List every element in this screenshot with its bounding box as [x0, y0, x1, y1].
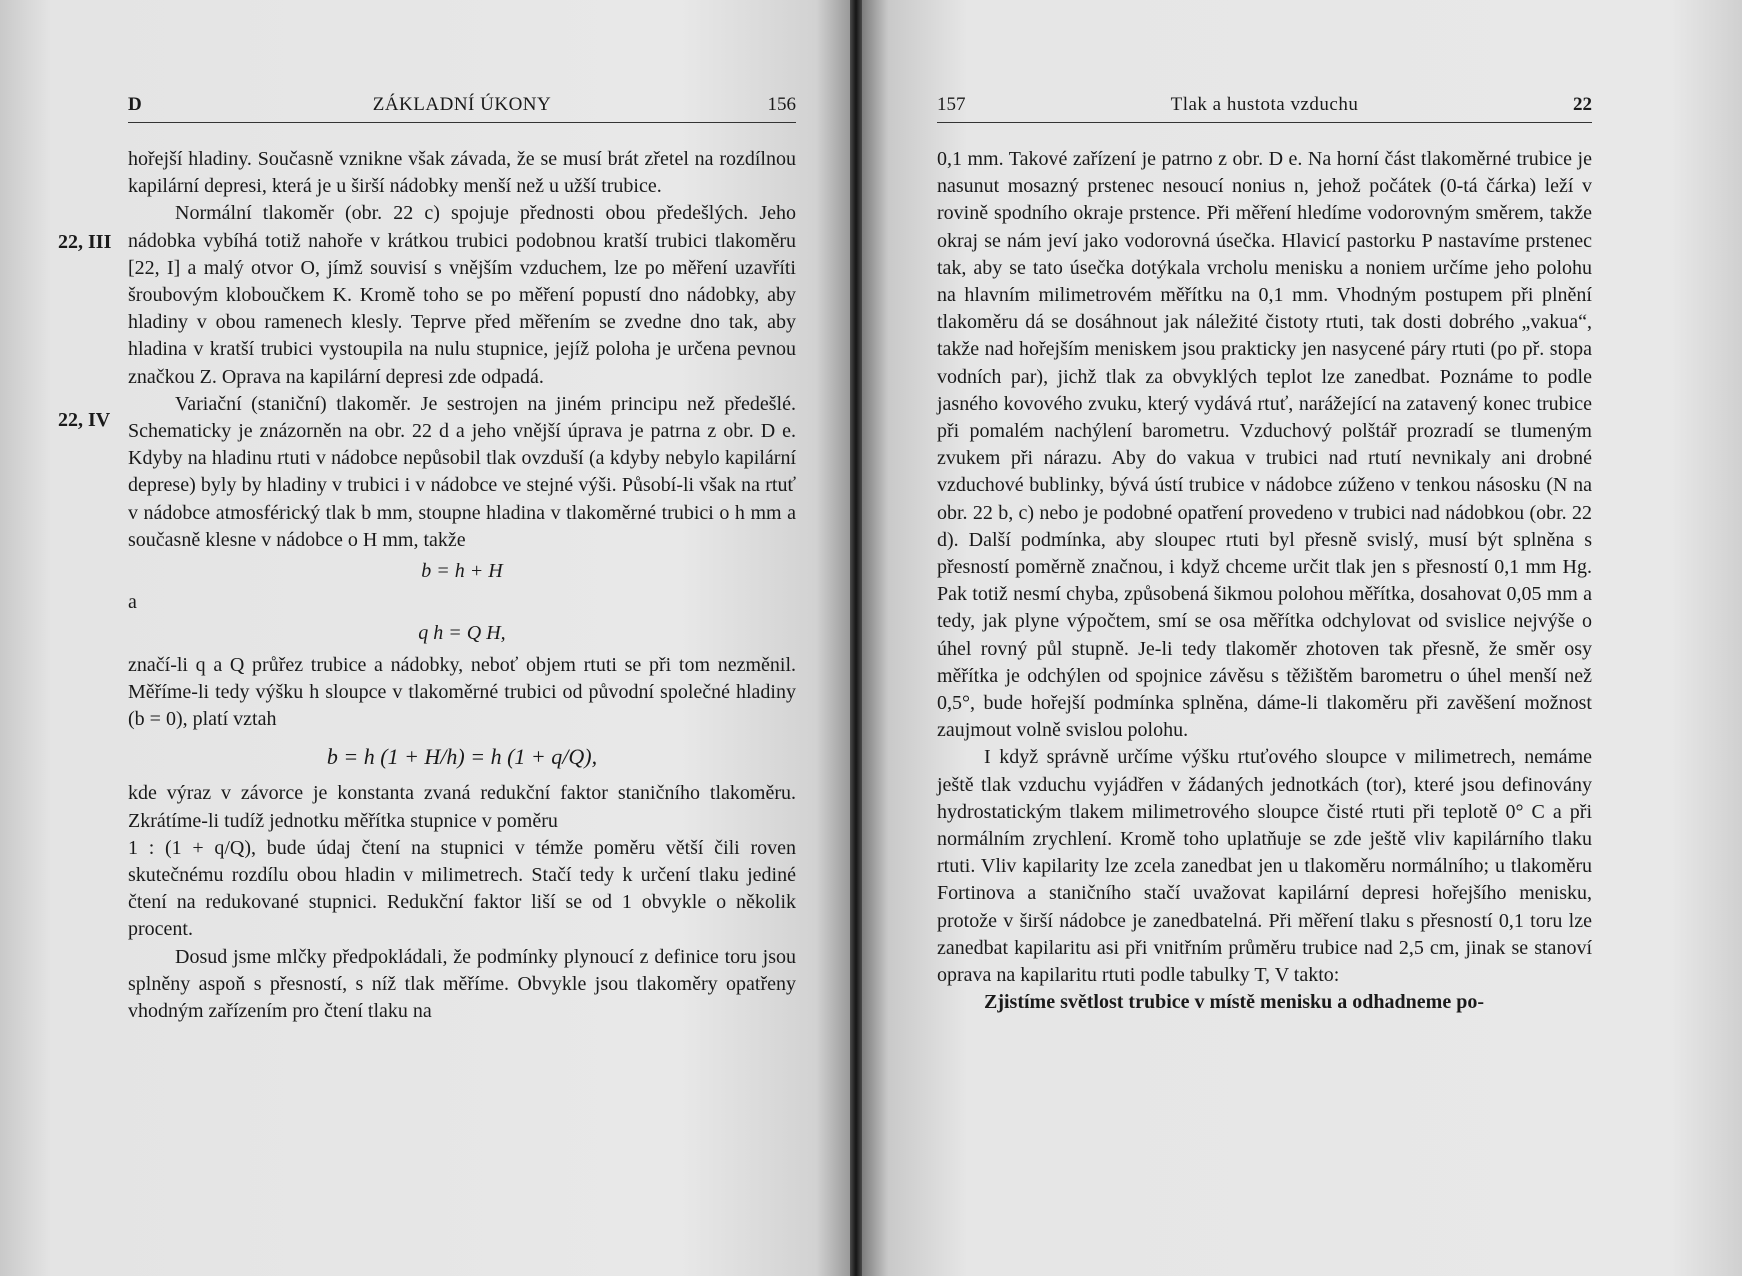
- paragraph: značí-li q a Q průřez trubice a nádobky, neboť objem rtuti se při tom nezměnil. Měříme-li tedy výšku h sloupce v tlakoměrné trubici od původní společné hladiny (b = 0), platí vztah: [128, 653, 796, 731]
- left-page: [0, 0, 850, 1276]
- paragraph: Dosud jsme mlčky předpokládali, že podmínky plynoucí z definice toru jsou splněny aspoň s přesností, s níž tlak měříme. Obvykle jsou tlakoměry opatřeny vhodným zařízením pro čtení tlaku na: [128, 945, 796, 1023]
- paragraph: Variační (staniční) tlakoměr. Je sestrojen na jiném principu než předešlé. Schematicky je znázorněn na obr. 22 d a jeho vnější úprava je patrna z obr. D e. Kdyby na hladinu rtuti v nádobce nepůsobil tlak ovzduší (a kdyby nebylo kapilární deprese) byly by hladiny v trubici i v nádobce ve stejné výši. Působí-li však na rtuť v nádobce atmosférický tlak b mm, stoupne hladina v tlakoměrné trubici o h mm a současně klesne v nádobce o H mm, takže: [128, 392, 796, 551]
- formula-label: a: [128, 591, 137, 614]
- right-running-header: [937, 92, 1592, 123]
- paragraph: hořejší hladiny. Současně vznikne však závada, že se musí brát zřetel na rozdílnou kapilární depresi, která je u širší nádobky menší než u užší trubice.: [128, 148, 796, 198]
- section-number: 22: [1573, 94, 1592, 115]
- page-number: 156: [767, 94, 796, 115]
- formula: b = h + H: [421, 560, 503, 583]
- left-body-text: [128, 146, 796, 1025]
- paragraph: Zjistíme světlost trubice v místě menisku a odhadneme po-: [984, 991, 1484, 1014]
- paragraph: I když správně určíme výšku rtuťového sloupce v milimetrech, nemáme ještě tlak vzduchu vyjádřen v žádaných jednotkách (tor), které jsou definovány hydrostatickým tlakem milimetrového sloupce čisté rtuti při teplotě 0° C a při normálním zrychlení. Kromě toho uplatňuje se zde ještě vliv kapilárního tlaku rtuti. Vliv kapilarity lze zcela zanedbat jen u tlakoměru normálního; u tlakoměru Fortinova a staničního stačí uvažovat kapilární depresi hořejšího menisku, protože v širší nádobce je zanedbatelná. Při měření tlaku s přesností 0,1 toru lze zanedbat kapilaritu asi při vnitřním průměru trubice nad 2,5 cm, jinak se stanoví oprava na kapilaritu rtuti podle tabulky T, V takto:: [937, 746, 1592, 987]
- paragraph: Normální tlakoměr (obr. 22 c) spojuje přednosti obou předešlých. Jeho nádobka vybíhá totiž nahoře v krátkou trubici podobnou kratší trubici tlakoměru [22, I] a malý otvor O, jímž souvisí s vnějším vzduchem, lze po měření uzavříti šroubovým kloboučkem K. Kromě toho se po měření popustí dno nádobky, aby hladiny v obou ramenech klesly. Teprve před měřením se zvedne dno tak, aby hladina v kratší trubici vystoupila na nulu stupnice, jejíž poloha je určena pevnou značkou Z. Oprava na kapilární depresi zde odpadá.: [128, 202, 796, 388]
- right-page: [862, 0, 1742, 1276]
- formula: q h = Q H,: [418, 622, 506, 645]
- paragraph: 0,1 mm. Takové zařízení je patrno z obr. D e. Na horní část tlakoměrné trubice je nasunut mosazný prstenec nesoucí nonius n, jehož počátek (0-tá čárka) leží v rovině spodního okraje prstence. Při měření hledíme vodorovným směrem, takže okraj se nám jeví jako vodorovná úsečka. Hlavicí pastorku P nastavíme prstenec tak, aby se tato úsečka dotýkala vrcholu menisku a noniem určíme jeho polohu na hlavním milimetrovém měřítku na 0,1 mm. Vhodným postupem při plnění tlakoměru dá se dosáhnout jak náležité čistoty rtuti, tak dosti dobrého „vakua“, takže nad hořejším meniskem jsou prakticky jen nasycené páry rtuti (po př. stopa vodních par), jichž tlak za obvyklých teplot lze zanedbat. Poznáme to podle jasného kovového zvuku, který vydává rtuť, narážející na zatavený konec trubice při pomalém nachýlení barometru. Vzduchový polštář prozradí se tlumeným zvukem při nárazu. Aby do vakua v trubici nad rtutí nevnikaly ani drobné vzduchové bublinky, bývá ústí trubice v nádobce zúženo v tenkou násosku (N na obr. 22 b, c) nebo je podobné opatření provedeno v trubici nad nádobkou (obr. 22 d). Další podmínka, aby sloupec rtuti byl přesně svislý, musí být splněna s přesností poměrně značnou, i když chceme určit tlak jen s přesností 0,1 mm Hg. Pak totiž nesmí chyba, způsobená šikmou polohou měřítka, dosahovat 0,05 mm a tedy, jak plyne výpočtem, smí se osa měřítka odchylovat od svislice nejvýše o úhel rovný půl stupně. Je-li tedy tlakoměr zhotoven tak přesně, že směr osy měřítka je odchýlen od spojnice závěsu s těžištěm barometru o úhel menší než 0,5°, bude hořejší podmínka splněna, dáme-li tlakoměru při zavěšení možnost zaujmout volně svislou polohu.: [937, 148, 1592, 742]
- paragraph: 1 : (1 + q/Q), bude údaj čtení na stupnici v témže poměru větší čili roven skutečnému rozdílu obou hladin v milimetrech. Stačí tedy k určení tlaku jediné čtení na redukované stupnici. Redukční faktor liší se od 1 obvykle o několik procent.: [128, 836, 796, 941]
- right-body-text: [937, 146, 1592, 1017]
- page-number: 157: [937, 94, 966, 115]
- chapter-title: ZÁKLADNÍ ÚKONY: [372, 94, 552, 115]
- paragraph: kde výraz v závorce je konstanta zvaná redukční faktor staničního tlakoměru. Zkrátíme-li tudíž jednotku měřítka stupnice v poměru: [128, 782, 796, 832]
- formula: b = h (1 + H/h) = h (1 + q/Q),: [326, 744, 598, 770]
- section-marker: 22, III: [58, 231, 112, 253]
- section-marker: 22, IV: [58, 409, 111, 431]
- left-running-header: [128, 92, 796, 123]
- section-letter: D: [128, 94, 142, 115]
- chapter-title: Tlak a hustota vzduchu: [1170, 94, 1359, 115]
- book-gutter: [850, 0, 862, 1276]
